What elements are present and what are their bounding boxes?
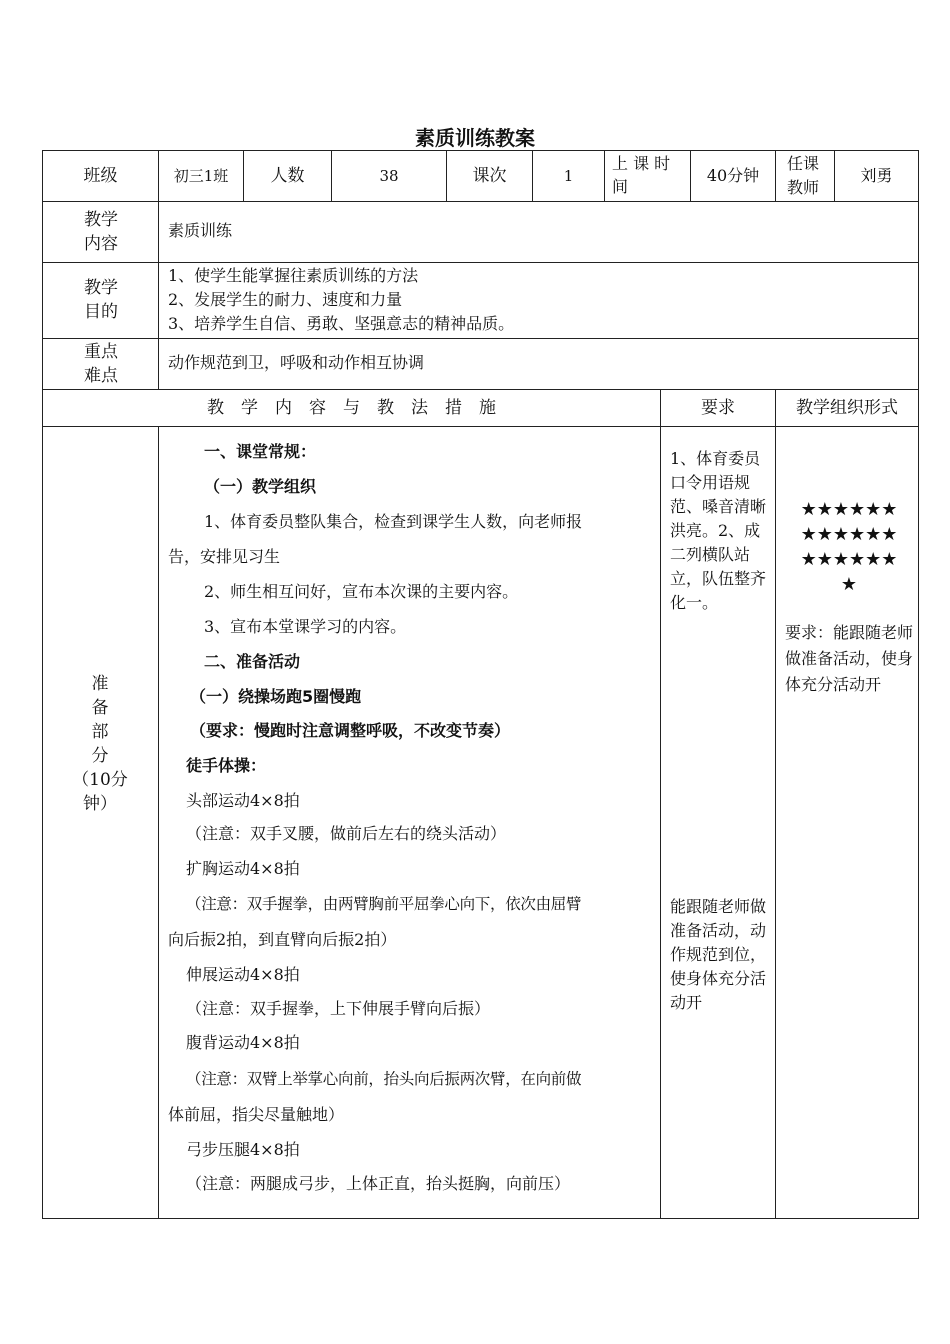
formation-row: ★★★★★★	[800, 524, 898, 545]
key-points-label: 重点 难点	[84, 342, 118, 386]
lesson-line: （一）教学组织	[204, 477, 317, 496]
lesson-line: 告，安排见习生	[168, 547, 281, 566]
session-value: 1	[563, 167, 574, 185]
lesson-line: 2、师生相互问好，宣布本次课的主要内容。	[204, 582, 519, 601]
lesson-line: （一）绕操场跑5圈慢跑	[190, 687, 362, 706]
lesson-line: 3、宣布本堂课学习的内容。	[204, 617, 407, 636]
column-header-requirements: 要求	[701, 398, 735, 418]
lesson-line: 徒手体操：	[186, 756, 267, 775]
goal-item: 3、培养学生自信、勇敢、坚强意志的精神品质。	[168, 314, 515, 333]
lesson-line: （注意：两腿成弓步，上体正直，抬头挺胸，向前压）	[186, 1174, 571, 1193]
lesson-line: 伸展运动4×8拍	[186, 965, 300, 984]
lesson-line: 弓步压腿4×8拍	[186, 1140, 300, 1159]
count-label: 人数	[270, 166, 305, 186]
class-label: 班级	[83, 166, 118, 186]
duration-value: 40分钟	[706, 166, 760, 185]
formation-teacher: ★	[840, 574, 858, 595]
goals-label: 教学 目的	[84, 278, 118, 322]
key-points-value: 动作规范到卫，呼吸和动作相互协调	[168, 353, 425, 372]
lesson-line: 二、准备活动	[204, 652, 301, 671]
lesson-line: （注意：双臂上举掌心向前，抬头向后振两次臂，在向前做	[186, 1070, 582, 1088]
goal-item: 1、使学生能掌握往素质训练的方法	[168, 266, 419, 285]
lesson-line: 一、课堂常规：	[204, 442, 317, 461]
formation-row: ★★★★★★	[800, 549, 898, 570]
lesson-line: 腹背运动4×8拍	[186, 1033, 300, 1052]
count-value: 38	[379, 167, 399, 185]
duration-label: 上 课 时 间	[612, 154, 671, 196]
session-label: 课次	[472, 166, 507, 186]
document-title: 素质训练教案	[415, 126, 535, 150]
lesson-line: （注意：双手叉腰，做前后左右的绕头活动）	[186, 824, 507, 843]
lesson-line: （要求：慢跑时注意调整呼吸，不改变节奏）	[190, 721, 511, 740]
formation-row: ★★★★★★	[800, 499, 898, 520]
lesson-line: （注意：双手握拳，由两臂胸前平屈拳心向下，依次由屈臂	[186, 895, 582, 913]
organization-note: 要求：能跟随老师做准备活动，使身体充分活动开	[785, 623, 914, 694]
lesson-line: 头部运动4×8拍	[186, 791, 300, 810]
section-name: 准 备 部 分	[91, 674, 109, 766]
teacher-value: 刘勇	[860, 166, 893, 185]
content-value: 素质训练	[168, 221, 233, 240]
lesson-line: （注意：双手握拳，上下伸展手臂向后振）	[186, 999, 491, 1018]
column-header-organization: 教学组织形式	[796, 398, 898, 418]
lesson-line: 体前屈，指尖尽量触地）	[168, 1105, 345, 1124]
content-label: 教学 内容	[84, 209, 118, 254]
teacher-label: 任课 教师	[787, 154, 820, 197]
goal-item: 2、发展学生的耐力、速度和力量	[168, 290, 403, 309]
lesson-line: 向后振2拍，到直臂向后振2拍）	[168, 930, 397, 949]
requirements-text-2: 能跟随老师做准备活动，动作规范到位，使身体充分活动开	[670, 897, 767, 1012]
lesson-line: 扩胸运动4×8拍	[186, 859, 300, 878]
formation-diagram	[783, 497, 915, 597]
class-value: 初三1班	[173, 167, 229, 185]
section-label	[60, 672, 140, 816]
section-duration: （10分钟）	[72, 770, 128, 814]
goals-list	[168, 264, 908, 336]
requirements-text-1: 1、体育委员口令用语规范、嗓音清晰洪亮。2、成二列横队站立，队伍整齐化一。	[670, 449, 767, 612]
lesson-line: 1、体育委员整队集合，检查到课学生人数，向老师报	[204, 512, 583, 531]
column-header-content-methods: 教 学 内 容 与 教 法 措 施	[207, 398, 496, 418]
